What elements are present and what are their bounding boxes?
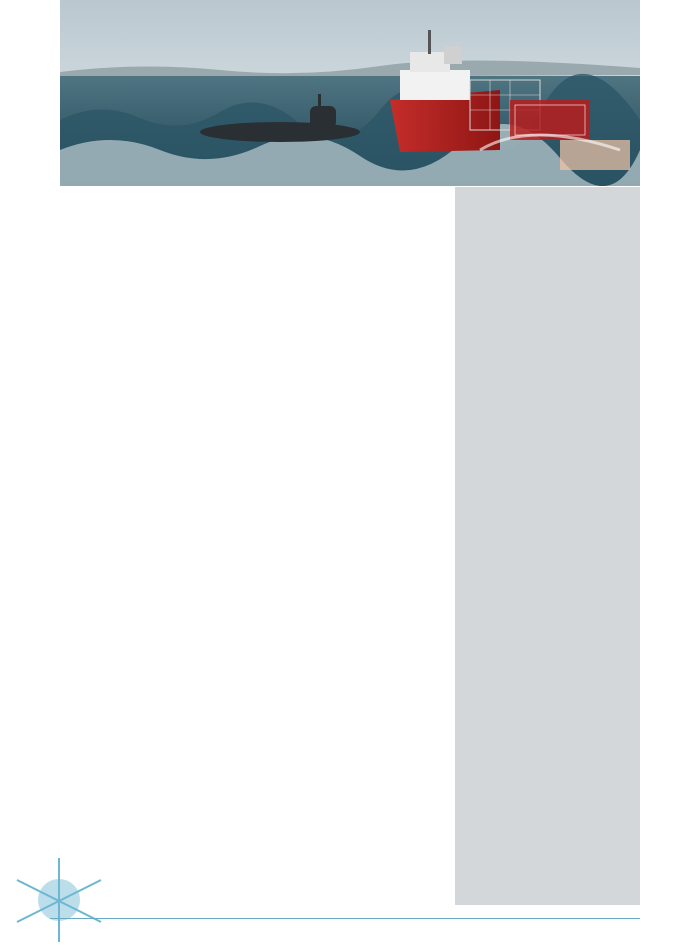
snowflake-logo-icon [4, 850, 114, 945]
masthead [455, 187, 640, 905]
footer-rule [50, 918, 640, 919]
cover-illustration [60, 0, 640, 186]
